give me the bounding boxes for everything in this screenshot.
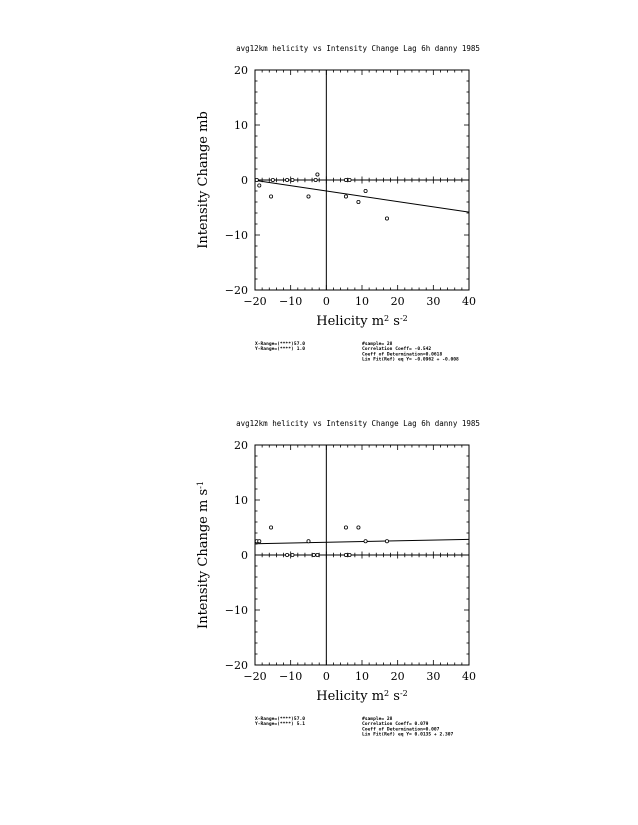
- x-tick-label: −10: [279, 295, 303, 308]
- stat-line: Correlation Coeff= 0.079: [362, 722, 429, 728]
- x-tick-label: −10: [279, 670, 303, 683]
- x-tick-label: 30: [426, 295, 441, 308]
- x-axis-label: Helicity $m^2$ $s^{-2}$: [316, 313, 408, 329]
- stat-line: #sample= 28: [362, 342, 393, 347]
- stat-xrange-value: 57.0: [293, 717, 305, 722]
- data-point: [385, 540, 388, 543]
- x-tick-label: 0: [322, 670, 330, 683]
- data-point: [316, 553, 319, 556]
- y-tick-label: 20: [234, 439, 248, 452]
- stat-line: Lin Fit(Ref) eq Y= -0.0962 + -0.008: [362, 357, 459, 363]
- x-tick-label: 20: [390, 670, 405, 683]
- data-point: [344, 553, 347, 556]
- x-tick-label: 40: [462, 295, 476, 308]
- y-tick-label: 0: [241, 174, 248, 187]
- x-tick-label: −20: [243, 295, 267, 308]
- stat-yrange-label: Y-Range=(****): [255, 722, 294, 728]
- x-tick-label: −20: [243, 670, 267, 683]
- y-tick-label: −20: [224, 659, 248, 672]
- data-point: [307, 540, 310, 543]
- x-tick-label: 20: [390, 295, 405, 308]
- y-tick-label: −10: [224, 229, 248, 242]
- data-point: [348, 178, 351, 181]
- data-point: [269, 526, 272, 529]
- data-point: [344, 195, 347, 198]
- data-point: [344, 178, 347, 181]
- stat-yrange-value: 5.1: [296, 722, 305, 728]
- chart-title: avg12km helicity vs Intensity Change Lag 6h danny 1985: [236, 44, 480, 53]
- data-point: [269, 195, 272, 198]
- stat-line: Coeff of Determination=0.007: [362, 727, 440, 733]
- chart-panel-2: [196, 419, 480, 738]
- data-point: [291, 178, 294, 181]
- y-tick-label: 20: [234, 64, 248, 77]
- data-point: [258, 540, 261, 543]
- data-point: [364, 540, 367, 543]
- data-point: [286, 178, 289, 181]
- stat-xrange-value: 57.0: [293, 342, 305, 347]
- stat-xrange-label: X-Range=(****): [255, 342, 294, 347]
- y-tick-label: 0: [241, 549, 248, 562]
- data-point: [357, 526, 360, 529]
- data-point: [271, 178, 274, 181]
- stat-line: Coeff of Determination=0.0618: [362, 352, 443, 358]
- y-axis-label: Intensity Change m $s^{-1}$: [195, 481, 211, 629]
- data-point: [364, 189, 367, 192]
- x-axis-label: Helicity $m^2$ $s^{-2}$: [316, 688, 408, 704]
- data-point: [312, 553, 315, 556]
- y-tick-label: −20: [224, 284, 248, 297]
- x-tick-label: 10: [355, 670, 369, 683]
- stat-yrange-value: 1.0: [296, 347, 305, 353]
- x-tick-label: 40: [462, 670, 476, 683]
- x-tick-label: 30: [426, 670, 441, 683]
- stat-line: Lin Fit(Ref) eq Y= 0.0135 + 2.307: [362, 732, 454, 738]
- stat-xrange-label: X-Range=(****): [255, 717, 294, 722]
- data-point: [307, 195, 310, 198]
- data-point: [291, 553, 294, 556]
- data-point: [357, 200, 360, 203]
- regression-line: [255, 539, 469, 543]
- chart-title: avg12km helicity vs Intensity Change Lag 6h danny 1985: [236, 419, 480, 428]
- data-point: [344, 526, 347, 529]
- x-tick-label: 0: [322, 295, 330, 308]
- y-tick-label: −10: [224, 604, 248, 617]
- data-point: [286, 553, 289, 556]
- data-point: [258, 184, 261, 187]
- stat-line: Correlation Coeff= -0.542: [362, 347, 432, 353]
- y-tick-label: 10: [234, 494, 248, 507]
- regression-line: [255, 180, 469, 212]
- chart-panel-1: [196, 44, 480, 363]
- data-point: [348, 553, 351, 556]
- data-point: [314, 178, 317, 181]
- x-tick-label: 10: [355, 295, 369, 308]
- stat-yrange-label: Y-Range=(****): [255, 347, 294, 353]
- stat-line: #sample= 28: [362, 717, 393, 722]
- data-point: [255, 178, 258, 181]
- y-axis-label: Intensity Change mb: [196, 111, 211, 249]
- data-point: [385, 217, 388, 220]
- y-tick-label: 10: [234, 119, 248, 132]
- data-point: [316, 173, 319, 176]
